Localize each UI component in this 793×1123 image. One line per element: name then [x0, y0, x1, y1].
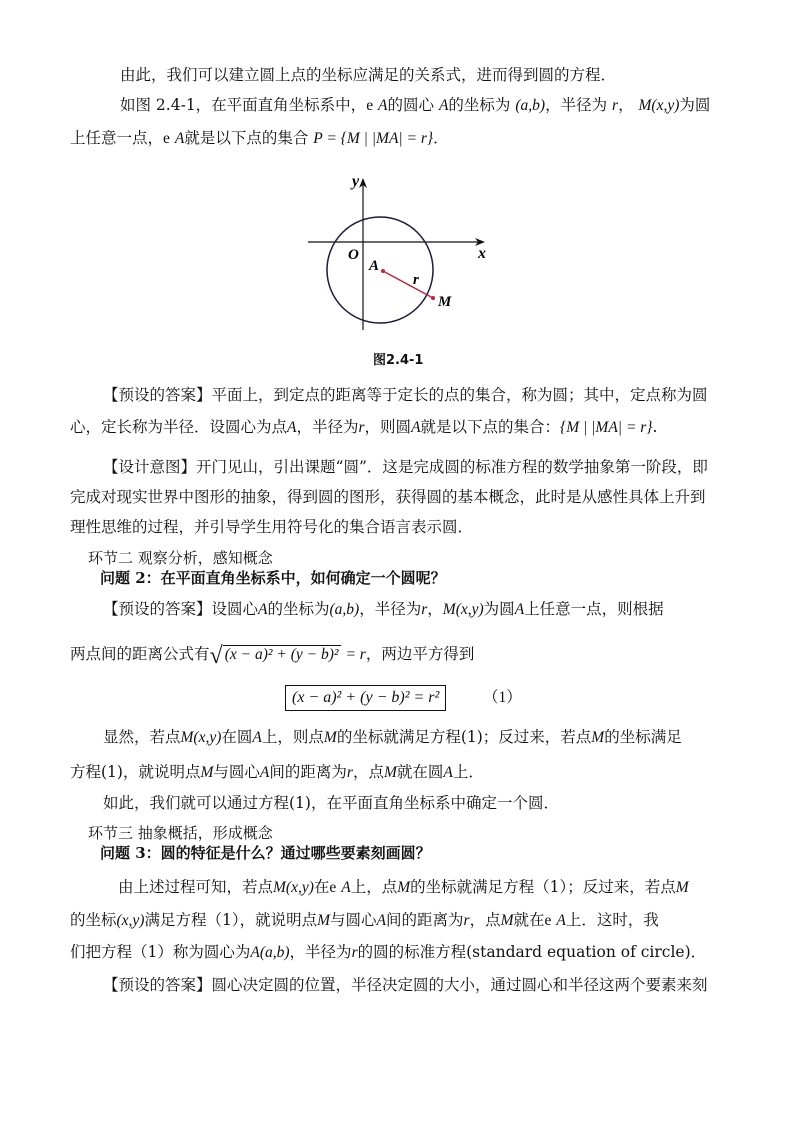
section3-heading: 环节三 抽象概括，形成概念 — [88, 824, 273, 842]
figure-caption: 图2.4-1 — [373, 353, 424, 368]
design-line3: 理性思维的过程，并引导学生用符号化的集合语言表示圆． — [70, 518, 474, 536]
answer1-line2: 心，定长称为半径．设圆心为点A，半径为r，则圆A就是以下点的集合：{M | |MA| = r}. — [70, 418, 658, 436]
design-line1: 【设计意图】开门见山，引出课题“圆”．这是完成圆的标准方程的数学抽象第一阶段，即 — [103, 458, 708, 476]
paragraph-p5-line2: 的坐标(x,y)满足方程（1），就说明点M与圆心A间的距离为r，点M就在e A上．这时，我 — [70, 911, 659, 929]
circle-a — [327, 217, 433, 323]
paragraph-definition-line2: 上任意一点，e A就是以下点的集合 P = {M | |MA| = r}． — [70, 129, 449, 147]
answer3-line1: 【预设的答案】圆心决定圆的位置，半径决定圆的大小，通过圆心和半径这两个要素来刻 — [103, 976, 708, 994]
label-r: r — [413, 272, 419, 288]
paragraph-p5-line3: 们把方程（1）称为圆心为A(a,b)，半径为r的圆的标准方程(standard equation of circle)． — [70, 943, 707, 961]
paragraph-p3-line2: 方程(1)，就说明点M与圆心A间的距离为r，点M就在圆A上． — [70, 763, 484, 781]
radius-segment — [383, 271, 433, 298]
standard-equation-box: (x − a)² + (y − b)² = r² — [285, 685, 446, 711]
label-a: A — [369, 258, 380, 274]
question3: 问题 3：圆的特征是什么？通过哪些要素刻画圆？ — [100, 844, 431, 862]
question2: 问题 2：在平面直角坐标系中，如何确定一个圆呢？ — [100, 569, 446, 587]
answer1-line1: 【预设的答案】平面上，到定点的距离等于定长的点的集合，称为圆；其中，定点称为圆 — [103, 386, 708, 404]
paragraph-p3-line1: 显然，若点M(x,y)在圆A上，则点M的坐标就满足方程(1)；反过来，若点M的坐标满足 — [103, 728, 682, 746]
point-a — [381, 269, 385, 273]
paragraph-definition-line1: 如图 2.4-1，在平面直角坐标系中，e A的圆心 A的坐标为 (a,b)，半径为 r， M(x,y)为圆 — [120, 96, 711, 114]
label-y: y — [352, 173, 360, 190]
paragraph-intro: 由此，我们可以建立圆上点的坐标应满足的关系式，进而得到圆的方程． — [120, 66, 617, 84]
answer2-line1: 【预设的答案】设圆心A的坐标为(a,b)，半径为r，M(x,y)为圆A上任意一点，则根据 — [103, 600, 664, 618]
paragraph-p5-line1: 由上述过程可知，若点M(x,y)在e A上，点M的坐标就满足方程（1）；反过来，若点M — [118, 878, 689, 896]
paragraph-p4: 如此，我们就可以通过方程(1)，在平面直角坐标系中确定一个圆． — [103, 794, 559, 812]
circle-figure — [290, 170, 500, 340]
label-origin: O — [348, 247, 359, 263]
point-m — [431, 296, 435, 300]
design-line2: 完成对现实世界中图形的抽象，得到圆的图形，获得圆的基本概念，此时是从感性具体上升到 — [70, 488, 706, 506]
distance-sqrt: √ (x − a)² + (y − b)² — [209, 643, 339, 669]
label-m: M — [438, 294, 452, 310]
equation-number: （1） — [483, 689, 522, 706]
answer2-line2: 两点间的距离公式有√ (x − a)² + (y − b)² = r，两边平方得到 — [70, 643, 475, 669]
label-x: x — [478, 245, 486, 262]
section2-heading: 环节二 观察分析，感知概念 — [88, 549, 273, 567]
